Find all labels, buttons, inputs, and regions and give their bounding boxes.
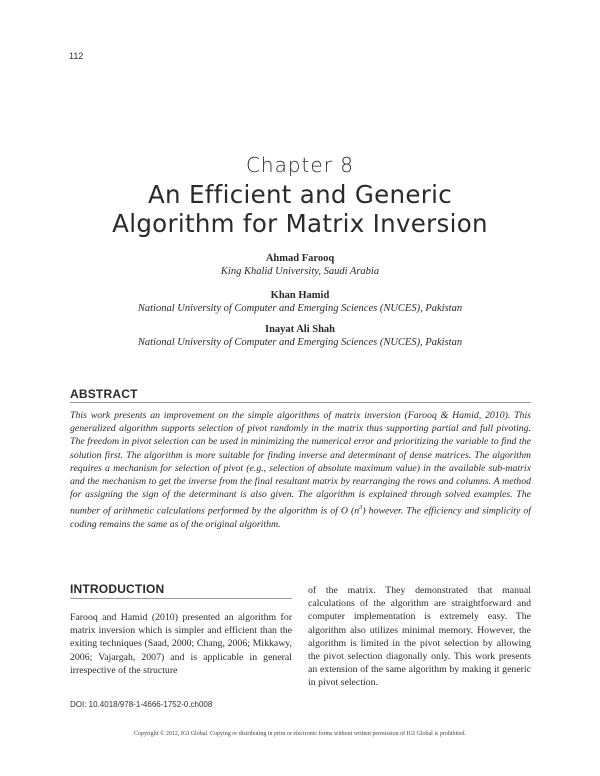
chapter-title <box>0 180 600 238</box>
abstract-heading: ABSTRACT <box>70 387 138 401</box>
author-name: Inayat Ali Shah <box>264 324 336 335</box>
title-line-1: An Efficient and Generic <box>148 180 452 209</box>
author-block <box>0 290 600 315</box>
author-name: Khan Hamid <box>270 290 330 301</box>
page-number: 112 <box>69 51 84 61</box>
copyright-notice: Copyright © 2012, IGI Global. Copying or distributing in print or electronic forms without written permission of IGI Global is prohibited. <box>133 731 466 737</box>
title-line-2: Algorithm for Matrix Inversion <box>112 209 488 238</box>
author-name: Ahmad Farooq <box>265 253 335 264</box>
doi: DOI: 10.4018/978-1-4666-1752-0.ch008 <box>70 700 213 709</box>
author-affiliation: National University of Computer and Emerging Sciences (NUCES), Pakistan <box>137 303 463 314</box>
chapter-label: Chapter 8 <box>245 153 355 177</box>
introduction-heading: INTRODUCTION <box>70 582 165 596</box>
introduction-rule <box>70 598 292 599</box>
abstract-text-part2: ) however. The efficiency and simplicity of coding remains the same as of the original algorithm. <box>70 505 532 530</box>
abstract-rule <box>70 402 531 403</box>
author-block <box>0 324 600 349</box>
abstract-exponent: 3 <box>359 504 363 512</box>
abstract-text <box>70 409 531 531</box>
abstract-text-part1: This work presents an improvement on the simple algorithms of matrix inversion (Farooq & Hamid, 2010). This generalized algorithm supports selection of pivot randomly in the matrix thus supporting partial and full pivoting. The freedom in pivot selection can be used in minimizing the numerical error and prioritizing the variable to find the solution first. The algorithm is more suitable for finding inverse and determinant of dense matrices. The algorithm requires a mechanism for selection of pivot (e.g., selection of absolute maximum value) in the available sub-matrix and the mechanism to get the inverse from the final resultant matrix by rearranging the rows and columns. A method for assigning the sign of the determinant is also given. The algorithm is explained through solved examples. The number of arithmetic calculations performed by the algorithm is of O (n <box>70 410 531 517</box>
author-block <box>0 253 600 278</box>
introduction-column-1: Farooq and Hamid (2010) presented an algorithm for matrix inversion which is simpler and efficient than the exiting techniques (Saad, 2000; Chang, 2006; Mikkawy, 2006; Vajargah, 2007) and is applicable in general irrespective of the structure <box>70 612 292 676</box>
author-affiliation: King Khalid University, Saudi Arabia <box>220 266 380 277</box>
author-affiliation: National University of Computer and Emerging Sciences (NUCES), Pakistan <box>137 337 463 348</box>
introduction-column-2: of the matrix. They demonstrated that manual calculations of the algorithm are straightforward and computer implementation is extremely easy. The algorithm also utilizes minimal memory. However, the algorithm is limited in the pivot selection by allowing the pivot selection diagonally only. This work presents an extension of the same algorithm by making it generic in pivot selection. <box>308 585 531 689</box>
